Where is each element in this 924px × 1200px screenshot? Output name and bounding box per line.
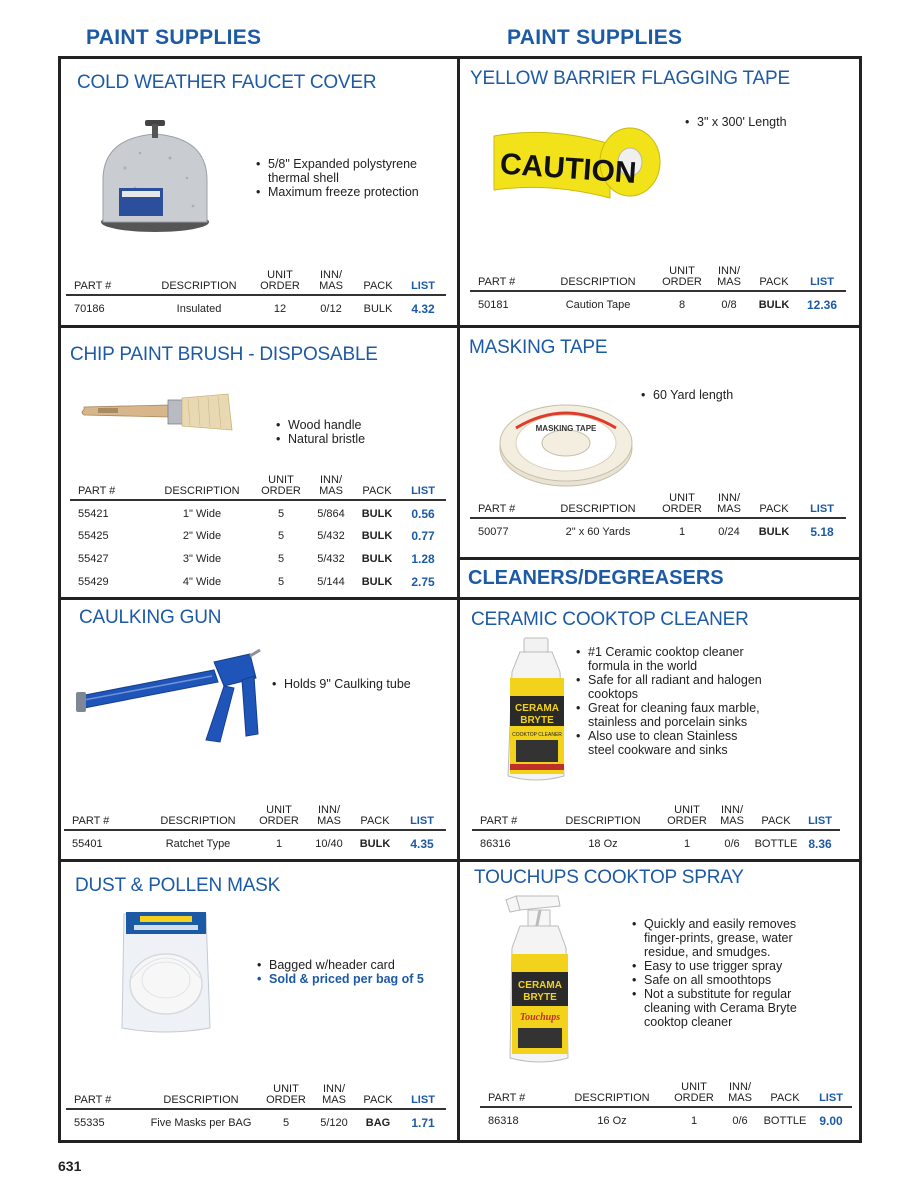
table-header-row: PART # DESCRIPTION UNIT ORDER INN/ MAS PACK LIST [70,475,446,500]
spec-table-paint-brush [70,475,446,592]
product-title-dust-mask: DUST & POLLEN MASK [75,875,281,896]
flagging-tape-image [490,122,666,202]
col-description: DESCRIPTION [144,270,254,295]
table-header-row: PART # DESCRIPTION UNIT ORDER INN/ MAS PACK LIST [480,1082,852,1107]
table-row: 55401 Ratchet Type 1 10/40 BULK 4.35 [72,836,434,851]
bullet-item: • 5/8" Expanded polystyrene thermal shell [256,157,456,185]
table-row: 55421 1" Wide 5 5/864 BULK 0.56 [78,506,435,521]
bullet-item: • Wood handle [276,418,446,432]
caulking-gun-image [74,648,264,748]
col-pack: PACK [356,270,400,295]
masking-tape-image [496,398,636,488]
faucet-cover-image [95,118,215,238]
cooktop-cleaner-bottle-image [500,636,572,786]
product-title-cooktop-cleaner: CERAMIC COOKTOP CLEANER [471,609,749,630]
bullet-list-masking-tape [641,388,821,402]
product-title-masking-tape: MASKING TAPE [469,337,608,358]
dust-mask-image [116,908,216,1036]
bullet-item: • Quickly and easily removes finger-prints, grease, water residue, and smudges. [632,917,832,959]
bullet-list-paint-brush [276,418,446,446]
table-header-row: PART # DESCRIPTION UNIT ORDER INN/ MAS PACK LIST [470,493,846,518]
product-title-cooktop-spray: TOUCHUPS COOKTOP SPRAY [474,867,744,888]
spec-table-masking-tape [470,493,846,541]
bullet-item: • Safe on all smoothtops [632,973,832,987]
bottle-brand-text: BRYTE [520,715,554,726]
col-part: PART # [66,270,144,295]
spec-table-dust-mask [66,1084,446,1132]
table-row: 86316 18 Oz 1 0/6 BOTTLE 8.36 [480,836,832,851]
col-list: LIST [400,270,446,295]
bullet-item: • #1 Ceramic cooktop cleaner formula in the world [576,645,766,673]
spec-table-faucet-cover [66,270,446,318]
row-divider [58,325,862,328]
col-inn-mas: INN/ MAS [306,270,356,295]
bullet-item: • Maximum freeze protection [256,185,456,199]
caution-text: CAUTION [498,147,638,191]
bottle-brand-text: BRYTE [523,992,557,1003]
spec-table-cooktop-spray [480,1082,852,1130]
bullet-item: • Great for cleaning faux marble, stainless and porcelain sinks [576,701,766,729]
table-row: 55429 4" Wide 5 5/144 BULK 2.75 [78,575,435,589]
paint-brush-image [78,390,238,440]
table-header-row: PART # DESCRIPTION UNIT ORDER INN/ MAS PACK LIST [64,805,446,830]
table-row: 55425 2" Wide 5 5/432 BULK 0.77 [78,529,435,543]
product-title-faucet-cover: COLD WEATHER FAUCET COVER [77,72,377,93]
product-title-paint-brush: CHIP PAINT BRUSH - DISPOSABLE [70,344,378,365]
masking-tape-label: MASKING TAPE [535,424,597,433]
table-row: 50077 2" x 60 Yards 1 0/24 BULK 5.18 [478,524,834,539]
bullet-item-highlight: • Sold & priced per bag of 5 [257,972,447,986]
bottle-brand-text: CERAMA [518,980,562,991]
table-header-row [66,270,446,295]
bullet-item: • 60 Yard length [641,388,821,402]
table-row: 55335 Five Masks per BAG 5 5/120 BAG 1.71 [74,1115,435,1130]
product-title-flagging-tape: YELLOW BARRIER FLAGGING TAPE [470,68,790,89]
bullet-list-faucet-cover [256,157,456,199]
bullet-item: • Natural bristle [276,432,446,446]
bullet-list-cooktop-cleaner [576,645,766,757]
bullet-item: • Not a substitute for regular cleaning with Cerama Bryte cooktop cleaner [632,987,832,1029]
cooktop-spray-bottle-image [500,892,576,1068]
bottle-subtitle-text: COOKTOP CLEANER [512,732,562,738]
bullet-item: • Safe for all radiant and halogen cooktops [576,673,766,701]
row-divider [460,557,862,560]
spec-table-caulking-gun [64,805,446,853]
bullet-item: • Holds 9" Caulking tube [272,677,452,691]
table-header-row: PART # DESCRIPTION UNIT ORDER INN/ MAS PACK LIST [470,266,846,291]
table-row: 50181 Caution Tape 8 0/8 BULK 12.36 [478,297,838,312]
bullet-list-dust-mask [257,958,447,986]
bottle-brand-text: CERAMA [515,703,559,714]
section-title-left: PAINT SUPPLIES [86,26,262,49]
spec-table-cooktop-cleaner [472,805,840,853]
table-row: 55427 3" Wide 5 5/432 BULK 1.28 [78,552,435,566]
col-unit-order: UNIT ORDER [254,270,306,295]
section-title-right: PAINT SUPPLIES [507,26,683,49]
table-header-row: PART # DESCRIPTION UNIT ORDER INN/ MAS PACK LIST [472,805,840,830]
table-row: 86318 16 Oz 1 0/6 BOTTLE 9.00 [488,1113,843,1128]
row-divider [58,597,862,600]
table-row: 70186 Insulated 12 0/12 BULK 4.32 [74,301,435,316]
row-divider [58,859,862,862]
spec-table-flagging-tape [470,266,846,314]
bullet-item: • Bagged w/header card [257,958,447,972]
bullet-item: • 3" x 300' Length [685,115,855,129]
category-title-cleaners: CLEANERS/DEGREASERS [468,567,724,589]
bullet-item: • Also use to clean Stainless steel cookware and sinks [576,729,766,757]
product-title-caulking-gun: CAULKING GUN [79,607,222,628]
bullet-list-caulking-gun [272,677,452,691]
bottle-product-text: Touchups [519,1012,561,1023]
page-number: 631 [58,1158,82,1174]
bullet-list-cooktop-spray [632,917,832,1029]
bullet-list-flagging-tape [685,115,855,129]
bullet-item: • Easy to use trigger spray [632,959,832,973]
table-header-row: PART # DESCRIPTION UNIT ORDER INN/ MAS PACK LIST [66,1084,446,1109]
